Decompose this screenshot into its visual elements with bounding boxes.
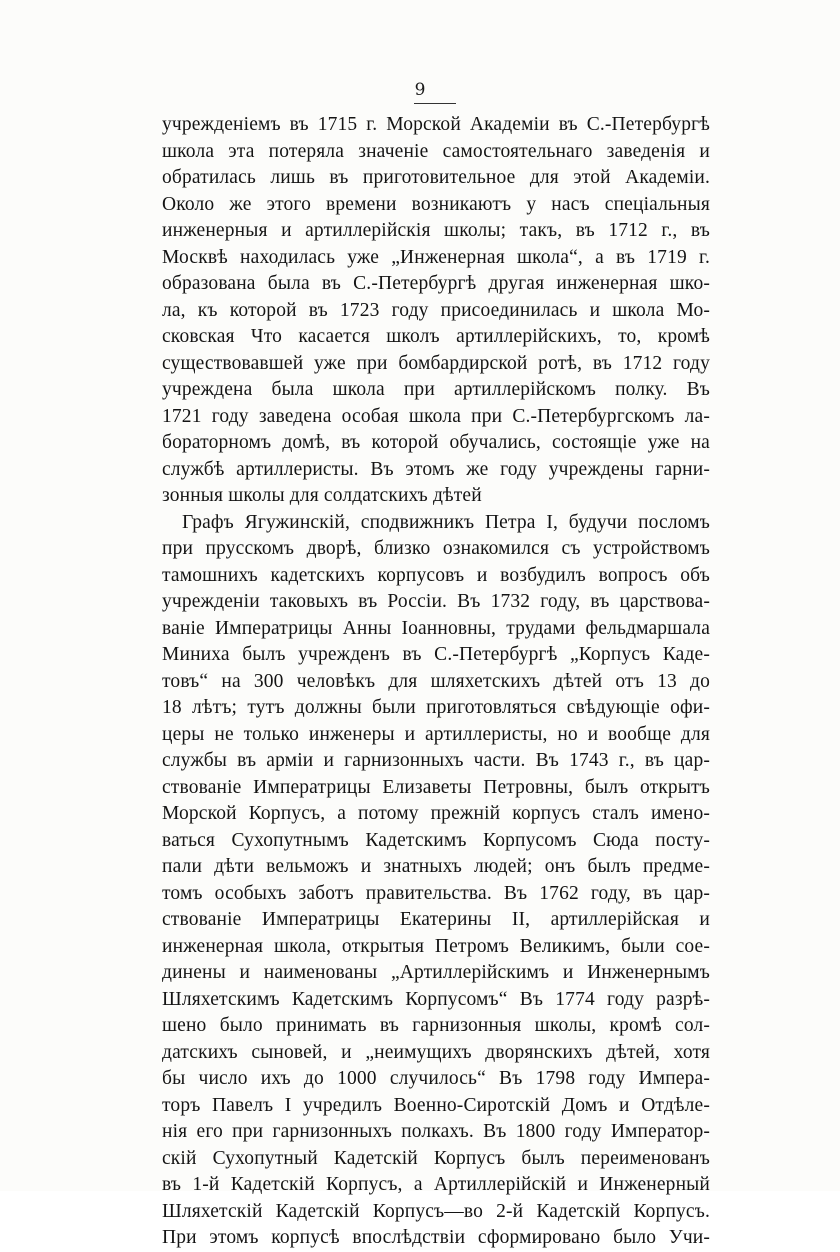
text-line: бы число ихъ до 1000 случилось“ Въ 1798 году Импера- xyxy=(162,1068,710,1089)
text-line: бораторномъ домѣ, въ которой обучались, состоящіе уже на xyxy=(162,432,710,453)
text-line: скій Сухопутный Кадетскій Корпусъ былъ переименованъ xyxy=(162,1147,710,1169)
text-line: службы въ арміи и гарнизонныхъ части. Въ 1743 г., въ цар- xyxy=(162,750,710,771)
text-line: инженерныя и артиллерійскія школы; такъ, въ 1712 г., въ xyxy=(162,220,710,241)
text-line: въ 1-й Кадетскій Корпусъ, а Артиллерійскій и Инженерный xyxy=(162,1174,710,1195)
text-line: сковская Что касается школъ артиллерійскихъ, то, кромѣ xyxy=(162,326,710,347)
text-line: учрежденіи таковыхъ въ Россіи. Въ 1732 году, въ царствова- xyxy=(162,591,710,612)
text-line: 18 лѣтъ; тутъ должны были приготовляться свѣдующіе офи- xyxy=(162,697,710,718)
text-line: тамошнихъ кадетскихъ корпусовъ и возбудилъ вопросъ объ xyxy=(162,564,710,586)
text-line: При этомъ корпусѣ впослѣдствіи сформировано было Учи- xyxy=(162,1227,710,1248)
text-line: ла, къ которой въ 1723 году присоединилась и школа Мо- xyxy=(162,299,710,321)
body-text xyxy=(162,112,710,1252)
text-line: существовавшей уже при бомбардирской ротѣ, въ 1712 году xyxy=(162,352,710,374)
text-line: 1721 году заведена особая школа при С.-Петербургскомъ ла- xyxy=(162,405,710,427)
page-number-rule xyxy=(414,103,456,104)
text-line: церы не только инженеры и артиллеристы, но и вообще для xyxy=(162,723,710,745)
text-line: ствованіе Императрицы Елизаветы Петровны, былъ открытъ xyxy=(162,776,710,798)
text-line: нія его при гарнизонныхъ полкахъ. Въ 1800 году Император- xyxy=(162,1121,710,1142)
text-line: ствованіе Императрицы Екатерины II, артиллерійская и xyxy=(162,909,710,930)
text-line: ваться Сухопутнымъ Кадетскимъ Корпусомъ Сюда посту- xyxy=(162,829,710,851)
text-line: школа эта потеряла значеніе самостоятельнаго заведенія и xyxy=(162,140,710,162)
page-number: 9 xyxy=(414,80,426,100)
text-line: Москвѣ находилась уже „Инженерная школа“, а въ 1719 г. xyxy=(162,246,710,268)
text-line: Около же этого времени возникаютъ у насъ спеціальныя xyxy=(162,193,710,215)
text-line: службѣ артиллеристы. Въ этомъ же году учреждены гарни- xyxy=(162,458,710,480)
text-line: обратилась лишь въ приготовительное для этой Академіи. xyxy=(162,167,710,188)
text-line: зонныя школы для солдатскихъ дѣтей xyxy=(162,485,482,506)
text-line: инженерная школа, открытыя Петромъ Великимъ, были сое- xyxy=(162,935,710,957)
text-line: ваніе Императрицы Анны Іоанновны, трудами фельдмаршала xyxy=(162,617,710,639)
text-line: торъ Павелъ I учредилъ Военно-Сиротскій Домъ и Отдѣле- xyxy=(162,1094,710,1116)
text-line: Морской Корпусъ, а потому прежній корпусъ сталъ имено- xyxy=(162,803,710,824)
text-line: датскихъ сыновей, и „неимущихъ дворянскихъ дѣтей, хотя xyxy=(162,1041,710,1063)
text-line: учрежденіемъ въ 1715 г. Морской Академіи въ С.-Петербургѣ xyxy=(162,114,710,135)
text-line: при прусскомъ дворѣ, близко ознакомился съ устройствомъ xyxy=(162,538,710,559)
text-line: образована была въ С.-Петербургѣ другая инженерная шко- xyxy=(162,273,710,294)
text-line: Шляхетскимъ Кадетскимъ Корпусомъ“ Въ 1774 году разрѣ- xyxy=(162,988,710,1010)
text-line: Миниха былъ учрежденъ въ С.-Петербургѣ „Корпусъ Каде- xyxy=(162,644,710,665)
text-line: учреждена была школа при артиллерійскомъ полку. Въ xyxy=(162,379,710,400)
text-line: томъ особыхъ заботъ правительства. Въ 1762 году, въ цар- xyxy=(162,882,710,904)
text-line: Шляхетскій Кадетскій Корпусъ—во 2-й Кадетскій Корпусъ. xyxy=(162,1200,710,1222)
text-line: шено было принимать въ гарнизонныя школы, кромѣ сол- xyxy=(162,1015,710,1036)
text-line: Графъ Ягужинскій, сподвижникъ Петра I, будучи посломъ xyxy=(182,511,710,533)
text-line: товъ“ на 300 человѣкъ для шляхетскихъ дѣтей отъ 13 до xyxy=(162,670,710,692)
text-line: динены и наименованы „Артиллерійскимъ и Инженернымъ xyxy=(162,962,710,983)
text-line: пали дѣти вельможъ и знатныхъ людей; онъ былъ предме- xyxy=(162,856,710,877)
